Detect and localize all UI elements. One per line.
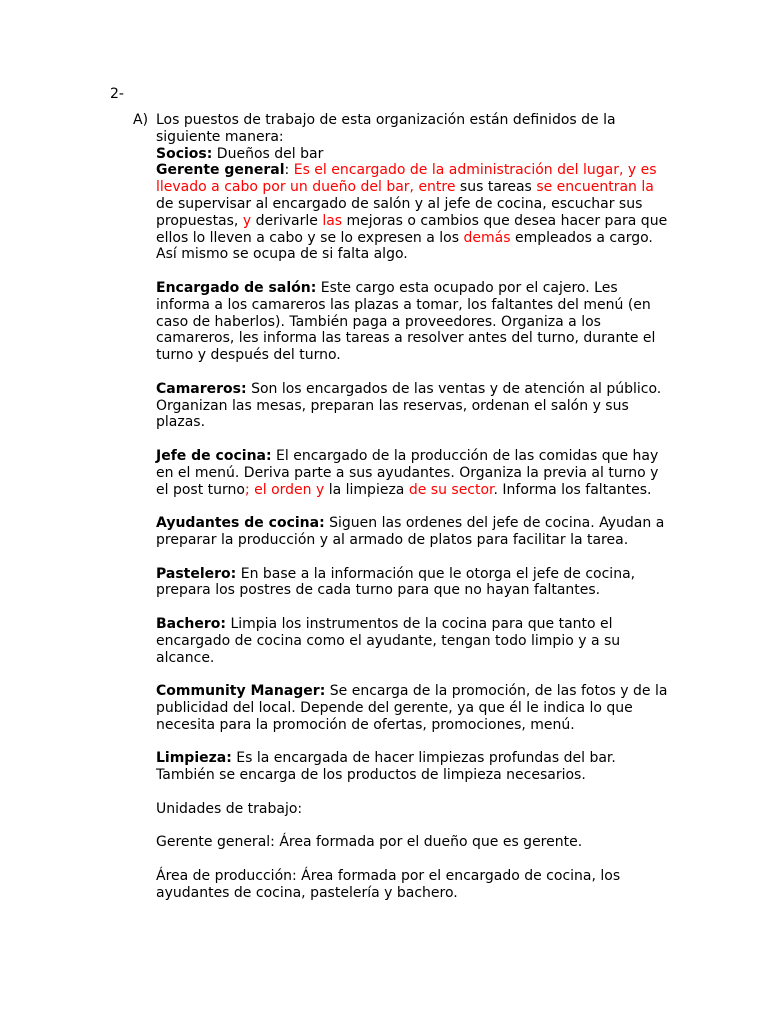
list-marker: A) bbox=[133, 112, 149, 128]
role-text: empleados a cargo. Así mismo se ocupa de si falta algo. bbox=[156, 229, 653, 263]
role-label: Community Manager: bbox=[156, 683, 326, 700]
role-label: Bachero: bbox=[156, 615, 226, 632]
role-text: Siguen las ordenes del jefe de cocina. Ayudan a preparar la producción y al armado de platos para facilitar la tarea. bbox=[156, 515, 665, 548]
role-label: Pastelero: bbox=[156, 565, 237, 582]
role-text: Son los encargados de las ventas y de atención al público. Organizan las mesas, preparan las reservas, ordenan el salón y sus plazas. bbox=[156, 380, 662, 431]
highlighted-text: demás bbox=[463, 229, 511, 246]
role-text: derivarle bbox=[251, 212, 323, 229]
role-limpieza bbox=[156, 750, 668, 784]
highlighted-text: de su sector bbox=[408, 481, 494, 498]
role-bachero bbox=[156, 616, 668, 666]
highlighted-text: las bbox=[322, 212, 343, 229]
role-label: Gerente general bbox=[156, 162, 285, 179]
role-text: mejoras o cambios que desea hacer para que ellos lo lleven a cabo y se lo expresen a los bbox=[156, 212, 668, 246]
role-socios bbox=[156, 146, 668, 163]
role-text: . Informa los faltantes. bbox=[493, 481, 652, 498]
unit-area-de-produccion: Área de producción: Área formada por el encargado de cocina, los ayudantes de cocina, pastelería y bachero. bbox=[156, 867, 621, 901]
role-label: Socios: bbox=[156, 145, 213, 162]
role-camareros bbox=[156, 381, 668, 431]
role-text: Dueños del bar bbox=[212, 145, 324, 162]
section-number: 2- bbox=[110, 86, 124, 102]
role-encargado-de-salon bbox=[156, 280, 668, 364]
highlighted-text: se encuentran la bbox=[536, 179, 654, 196]
role-community-manager bbox=[156, 683, 668, 733]
role-label: Limpieza: bbox=[156, 750, 232, 767]
role-pastelero bbox=[156, 566, 668, 600]
intro-paragraph: Los puestos de trabajo de esta organización están definidos de la siguiente manera: bbox=[156, 112, 616, 145]
role-label: Camareros: bbox=[156, 380, 247, 397]
role-jefe-de-cocina bbox=[156, 448, 668, 498]
role-text: Se encarga de la promoción, de las fotos y de la publicidad del local. Depende del gerente, ya que él le indica lo que necesita para la promoción de ofertas, promociones, menú. bbox=[156, 683, 668, 733]
unit-gerente-general: Gerente general: Área formada por el dueño que es gerente. bbox=[156, 834, 583, 851]
role-text: En base a la información que le otorga el jefe de cocina, prepara los postres de cada turno para que no hayan faltantes. bbox=[156, 565, 636, 599]
role-label: Encargado de salón: bbox=[156, 279, 317, 296]
role-text: El encargado de la producción de las comidas que hay en el menú. Deriva parte a sus ayudantes. Organiza la previa al turno y el post turno bbox=[156, 447, 659, 498]
role-ayudantes-de-cocina bbox=[156, 515, 668, 549]
role-gerente-general bbox=[156, 162, 668, 263]
role-text: : bbox=[284, 162, 294, 179]
role-label: Jefe de cocina: bbox=[156, 447, 272, 464]
highlighted-text: y bbox=[242, 212, 252, 229]
role-text: Es la encargada de hacer limpiezas profundas del bar. También se encarga de los productos de limpieza necesarios. bbox=[156, 750, 616, 784]
units-title: Unidades de trabajo: bbox=[156, 800, 303, 817]
document-body bbox=[156, 112, 668, 918]
role-label: Ayudantes de cocina: bbox=[156, 515, 325, 532]
highlighted-text: Es el encargado de la administración del lugar, y es llevado a cabo por un dueño del bar, entre bbox=[156, 162, 657, 196]
role-text: de supervisar al encargado de salón y al jefe de cocina, escuchar sus propuestas, bbox=[156, 195, 643, 229]
role-text: Limpia los instrumentos de la cocina para que tanto el encargado de cocina como el ayudante, tengan todo limpio y a su alcance. bbox=[156, 615, 621, 666]
role-text: la limpieza bbox=[328, 481, 409, 498]
highlighted-text: ; el orden y bbox=[244, 481, 329, 498]
role-text: sus tareas bbox=[455, 179, 537, 196]
role-text: Este cargo esta ocupado por el cajero. Les informa a los camareros las plazas a tomar, los faltantes del menú (en caso de haberlos). También paga a proveedores. Organiza a los camareros, les informa las tareas a resolver antes del turno, durante el turno y después del turno. bbox=[156, 279, 656, 364]
